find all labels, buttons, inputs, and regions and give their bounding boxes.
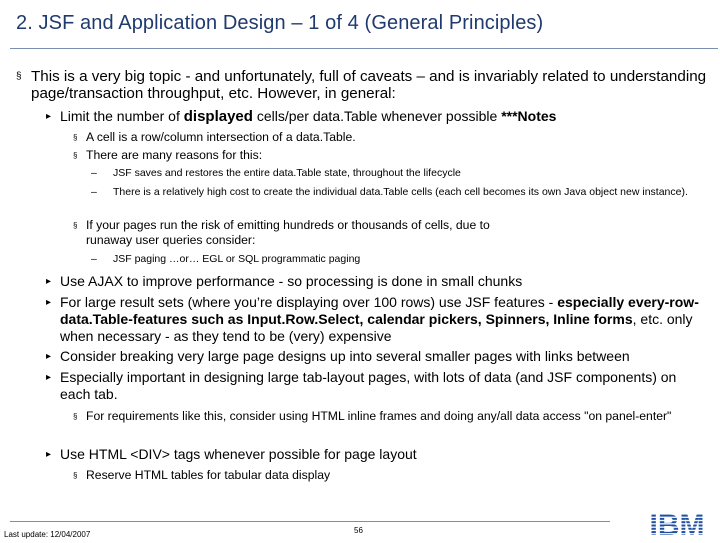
arrow-bullet-icon: ▸: [46, 276, 52, 287]
ajax-text: Use AJAX to improve performance - so processing is done in small chunks: [60, 273, 523, 289]
breaking-text: Consider breaking very large page designs up into several smaller pages with links between: [60, 348, 630, 364]
reasons-text: There are many reasons for this:: [86, 148, 263, 162]
risk-text: If your pages run the risk of emitting hundreds or thousands of cells, due to runaway user queries consider:: [86, 218, 490, 247]
dash-bullet-icon: –: [91, 186, 97, 198]
iframe-item: [73, 409, 686, 424]
cell-definition-text: A cell is a row/column intersection of a data.Table.: [86, 130, 356, 144]
cell-definition-item: [73, 130, 696, 145]
square-bullet-icon: §: [73, 471, 78, 480]
risk-item: [73, 218, 516, 248]
reason-2-item: [91, 186, 718, 199]
reserve-text: Reserve HTML tables for tabular data display: [86, 468, 331, 482]
div-item: [46, 446, 710, 463]
square-bullet-icon: §: [73, 151, 78, 160]
arrow-bullet-icon: ▸: [46, 372, 52, 383]
paging-text: JSF paging …or… EGL or SQL programmatic paging: [113, 253, 361, 265]
paging-item: [91, 253, 718, 266]
arrow-bullet-icon: ▸: [46, 297, 52, 308]
limit-item: [46, 108, 710, 125]
intro-item: [16, 68, 720, 102]
reason-2-text: There is a relatively high cost to create the individual data.Table cells (each cell becomes its own Java object new instance).: [113, 186, 688, 198]
slide-title: 2. JSF and Application Design – 1 of 4 (General Principles): [16, 12, 544, 34]
title-divider: [10, 48, 718, 49]
arrow-bullet-icon: ▸: [46, 351, 52, 362]
dash-bullet-icon: –: [91, 167, 97, 179]
footer-divider: [10, 521, 610, 522]
iframe-text: For requirements like this, consider using HTML inline frames and doing any/all data access "on panel-enter": [86, 409, 672, 423]
div-text: Use HTML <DIV> tags whenever possible for page layout: [60, 446, 417, 462]
tab-layout-text: Especially important in designing large tab-layout pages, with lots of data (and JSF components) on each tab.: [60, 369, 677, 402]
ibm-logo-icon: [640, 508, 714, 543]
square-bullet-icon: §: [73, 412, 78, 421]
page-number: 56: [354, 526, 363, 535]
intro-text: This is a very big topic - and unfortunately, full of caveats – and is invariably related to understanding page/transaction throughput, etc. However, in general:: [31, 68, 707, 102]
limit-text: Limit the number of displayed cells/per data.Table whenever possible ***Notes: [60, 108, 557, 125]
square-bullet-icon: §: [16, 71, 22, 82]
reason-1-item: [91, 167, 718, 180]
reason-1-text: JSF saves and restores the entire data.Table state, throughout the lifecycle: [113, 167, 461, 179]
arrow-bullet-icon: ▸: [46, 449, 52, 460]
dash-bullet-icon: –: [91, 253, 97, 265]
last-update: Last update: 12/04/2007: [4, 530, 91, 539]
reasons-item: [73, 148, 696, 163]
ajax-item: [46, 273, 710, 290]
tab-layout-item: [46, 369, 710, 403]
breaking-item: [46, 348, 710, 365]
reserve-item: [73, 468, 696, 483]
large-results-text: For large result sets (where you’re displaying over 100 rows) use JSF features - especially every-row-data.Table-features such as Input.Row.Select, calendar pickers, Spinners, Inline forms, etc. only when necessary - as they tend to be (very) expensive: [60, 294, 699, 344]
arrow-bullet-icon: ▸: [46, 111, 52, 122]
square-bullet-icon: §: [73, 221, 78, 230]
square-bullet-icon: §: [73, 133, 78, 142]
large-results-item: [46, 294, 710, 345]
